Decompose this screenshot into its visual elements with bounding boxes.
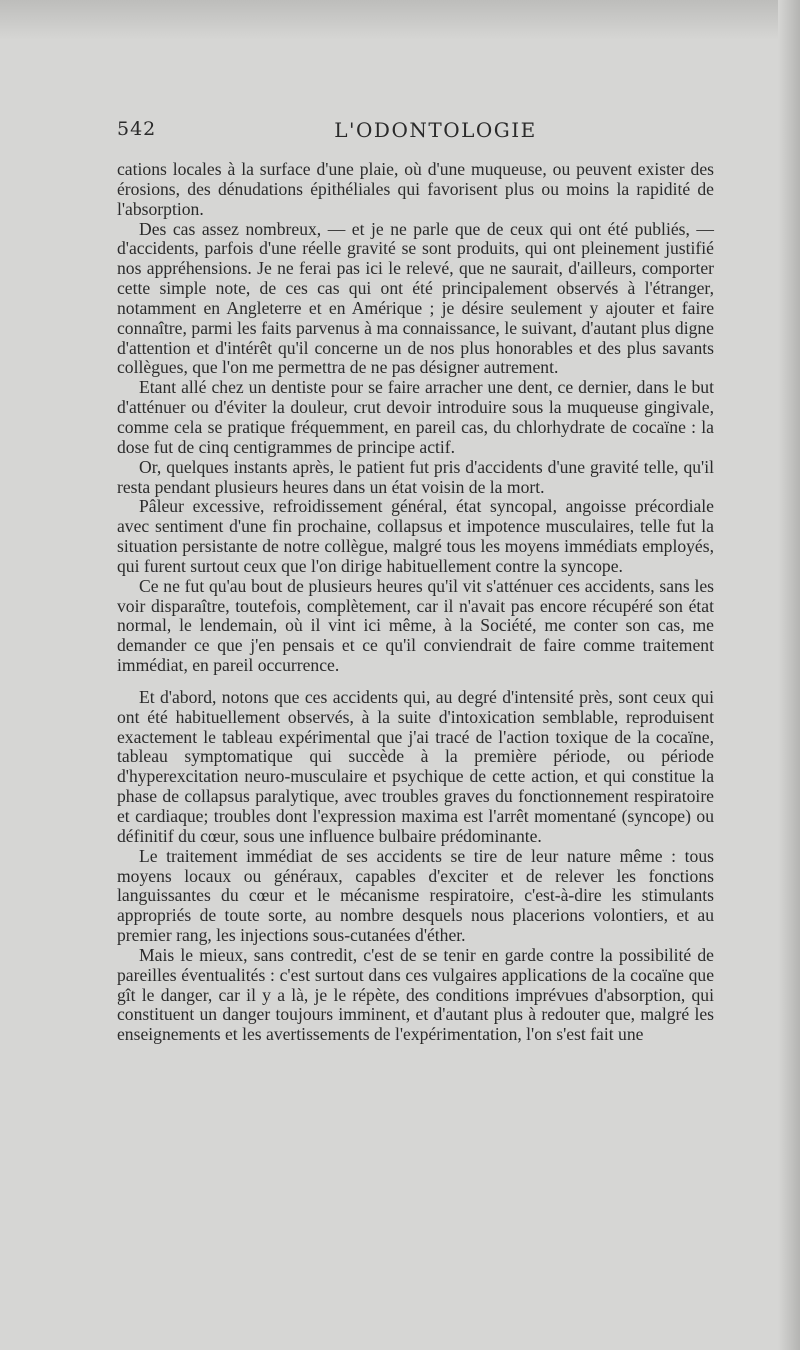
paragraph: Des cas assez nombreux, — et je ne parle que de ceux qui ont été publiés, — d'accidents, parfois d'une réelle gravité se sont produits, qui ont pleinement justifié nos appréhensions. Je ne ferai pas ici le relevé, que ne saurait, d'ailleurs, comporter cette simple note, de ces cas qui ont été principalement observés à l'étranger, notamment en Angleterre et en Amérique ; je désire seulement y ajouter et faire connaître, parmi les faits parvenus à ma connaissance, le suivant, d'autant plus digne d'attention et d'intérêt qu'il concerne un de nos plus honorables et des plus savants collègues, que l'on me permettra de ne pas désigner autrement. bbox=[117, 218, 714, 378]
paragraph: Pâleur excessive, refroidissement général, état syncopal, angoisse précordiale avec sentiment d'une fin prochaine, collapsus et impotence musculaires, telle fut la situation persistante de notre collègue, malgré tous les moyens immédiats employés, qui furent surtout ceux que l'on dirige habituellement contre la syncope. bbox=[117, 496, 714, 576]
paragraph: Mais le mieux, sans contredit, c'est de se tenir en garde contre la possibilité de pareilles éventualités : c'est surtout dans ces vulgaires applications de la cocaïne que gît le danger, car il y a là, je le répète, des conditions imprévues d'absorption, qui constituent un danger toujours imminent, et d'autant plus à redouter que, malgré les enseignements et les avertissements de l'expérimentation, l'on s'est fait une bbox=[117, 944, 714, 1045]
page-header bbox=[117, 118, 714, 148]
paragraph: Ce ne fut qu'au bout de plusieurs heures qu'il vit s'atténuer ces accidents, sans les voir disparaître, toutefois, complètement, car il n'avait pas encore récupéré son état normal, le lendemain, où il vint ici même, à la Société, me conter son cas, me demander ce que j'en pensais et ce qu'il conviendrait de faire comme traitement immédiat, en pareil occurrence. bbox=[117, 575, 714, 676]
paragraph: Or, quelques instants après, le patient fut pris d'accidents d'une gravité telle, qu'il resta pendant plusieurs heures dans un état voisin de la mort. bbox=[117, 456, 714, 497]
paragraph: cations locales à la surface d'une plaie, où d'une muqueuse, ou peuvent exister des érosions, des dénudations épithéliales qui favorisent plus ou moins la rapidité de l'absorption. bbox=[117, 159, 714, 219]
page-number: 542 bbox=[117, 118, 157, 140]
paragraph: Etant allé chez un dentiste pour se faire arracher une dent, ce dernier, dans le but d'atténuer ou d'éviter la douleur, crut devoir introduire sous la muqueuse gingivale, comme cela se pratique fréquemment, en pareil cas, du chlorhydrate de cocaïne : la dose fut de cinq centigrammes de principe actif. bbox=[117, 377, 714, 457]
body-text bbox=[117, 160, 714, 1045]
running-title: L'ODONTOLOGIE bbox=[334, 118, 537, 142]
paragraph: Le traitement immédiat de ses accidents se tire de leur nature même : tous moyens locaux ou généraux, capables d'exciter et de relever les fonctions languissantes du cœur et le mécanisme respiratoire, c'est-à-dire les stimulants appropriés de toute sorte, au nombre desquels nous placerions volontiers, et au premier rang, les injections sous-cutanées d'éther. bbox=[117, 845, 714, 946]
paragraph: Et d'abord, notons que ces accidents qui, au degré d'intensité près, sont ceux qui ont été habituellement observés, à la suite d'intoxication semblable, reproduisent exactement le tableau expérimental que j'ai tracé de l'action toxique de la cocaïne, tableau symptomatique qui succède à la première période, ou période d'hyperexcitation neuro-musculaire et psychique de cette action, et qui constitue la phase de collapsus paralytique, avec troubles graves du fonctionnement respiratoire et cardiaque; troubles dont l'expression maxima est l'arrêt momentané (syncope) ou définitif du cœur, sous une influence bulbaire prédominante. bbox=[117, 686, 714, 846]
